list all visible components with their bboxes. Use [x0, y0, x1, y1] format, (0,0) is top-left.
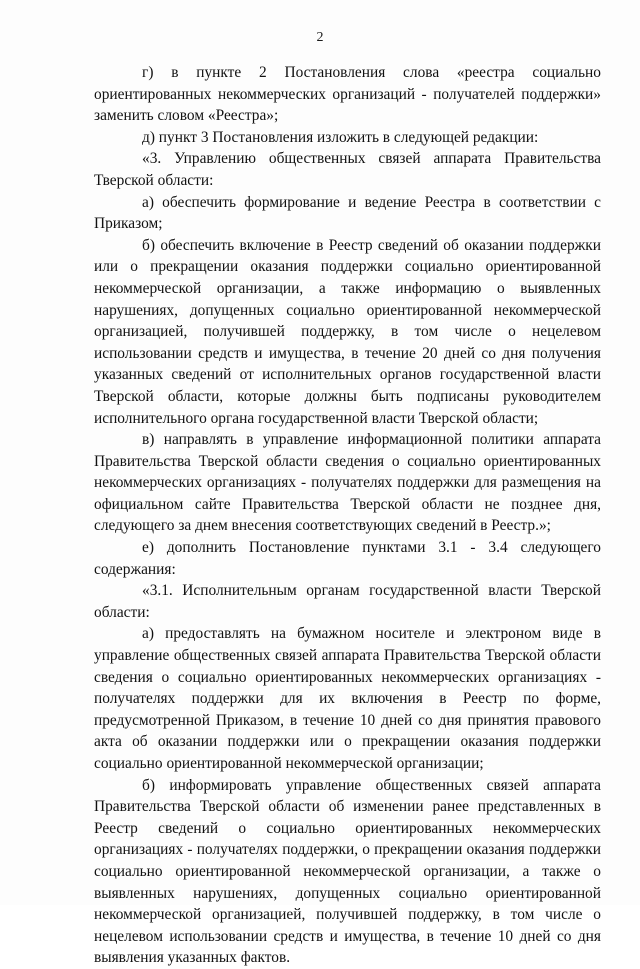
paragraph-clause-3-1-a: а) предоставлять на бумажном носителе и электроном виде в управление общественных связей аппарата Правительства Тверской области сведения о социально ориентированных некоммерческих организациях - получателях поддержки для их включения в Реестр по форме, предусмотренной Приказом, в течение 10 дней со дня принятия правового акта об оказании поддержки или о прекращении оказания поддержки социально ориентированной некоммерческой организации; — [94, 625, 601, 772]
paragraph-clause-3-1: «3.1. Исполнительным органам государственной власти Тверской области: — [94, 582, 601, 621]
paragraph-clause-3-1-b: б) информировать управление общественных связей аппарата Правительства Тверской области об изменении ранее представленных в Реестр сведений о социально ориентированных некоммерческих организациях - получателях поддержки, о прекращении оказания поддержки социально ориентированной некоммерческой организации, а также о выявленных нарушениях, допущенных социально ориентированной некоммерческой организацией, получившей поддержку, в том числе о нецелевом использовании средств и имущества, в течение 10 дней со дня выявления указанных фактов. — [94, 776, 601, 967]
paragraph-clause-3-b: б) обеспечить включение в Реестр сведений об оказании поддержки или о прекращении оказания поддержки социально ориентированной некоммерческой организации, а также информацию о выявленных нарушениях, допущенных социально ориентированной некоммерческой организацией, получившей поддержку, в том числе о нецелевом использовании средств и имущества, в течение 20 дней со дня получения указанных сведений от исполнительных органов государственной власти Тверской области, которые должны быть подписаны руководителем исполнительного органа государственной власти Тверской области; — [94, 236, 601, 427]
paragraph-item-e: е) дополнить Постановление пунктами 3.1 - 3.4 следующего содержания: — [94, 539, 601, 578]
paragraph-item-g: г) в пункте 2 Постановления слова «реестра социально ориентированных некоммерческих организаций - получателей поддержки» заменить словом «Реестра»; — [94, 64, 601, 125]
page-number: 2 — [316, 30, 324, 45]
paragraph-clause-3: «3. Управлению общественных связей аппарата Правительства Тверской области: — [94, 150, 601, 189]
paragraph-item-d: д) пункт 3 Постановления изложить в следующей редакции: — [142, 128, 539, 146]
paragraph-clause-3-a: а) обеспечить формирование и ведение Реестра в соответствии с Приказом; — [94, 193, 601, 233]
document-body — [94, 62, 601, 969]
paragraph-clause-3-v: в) направлять в управление информационной политики аппарата Правительства Тверской области сведения о социально ориентированных некоммерческих организациях - получателях поддержки для размещения на официальном сайте Правительства Тверской области не позднее дня, следующего за днем внесения соответствующих сведений в Реестр.»; — [94, 431, 601, 535]
